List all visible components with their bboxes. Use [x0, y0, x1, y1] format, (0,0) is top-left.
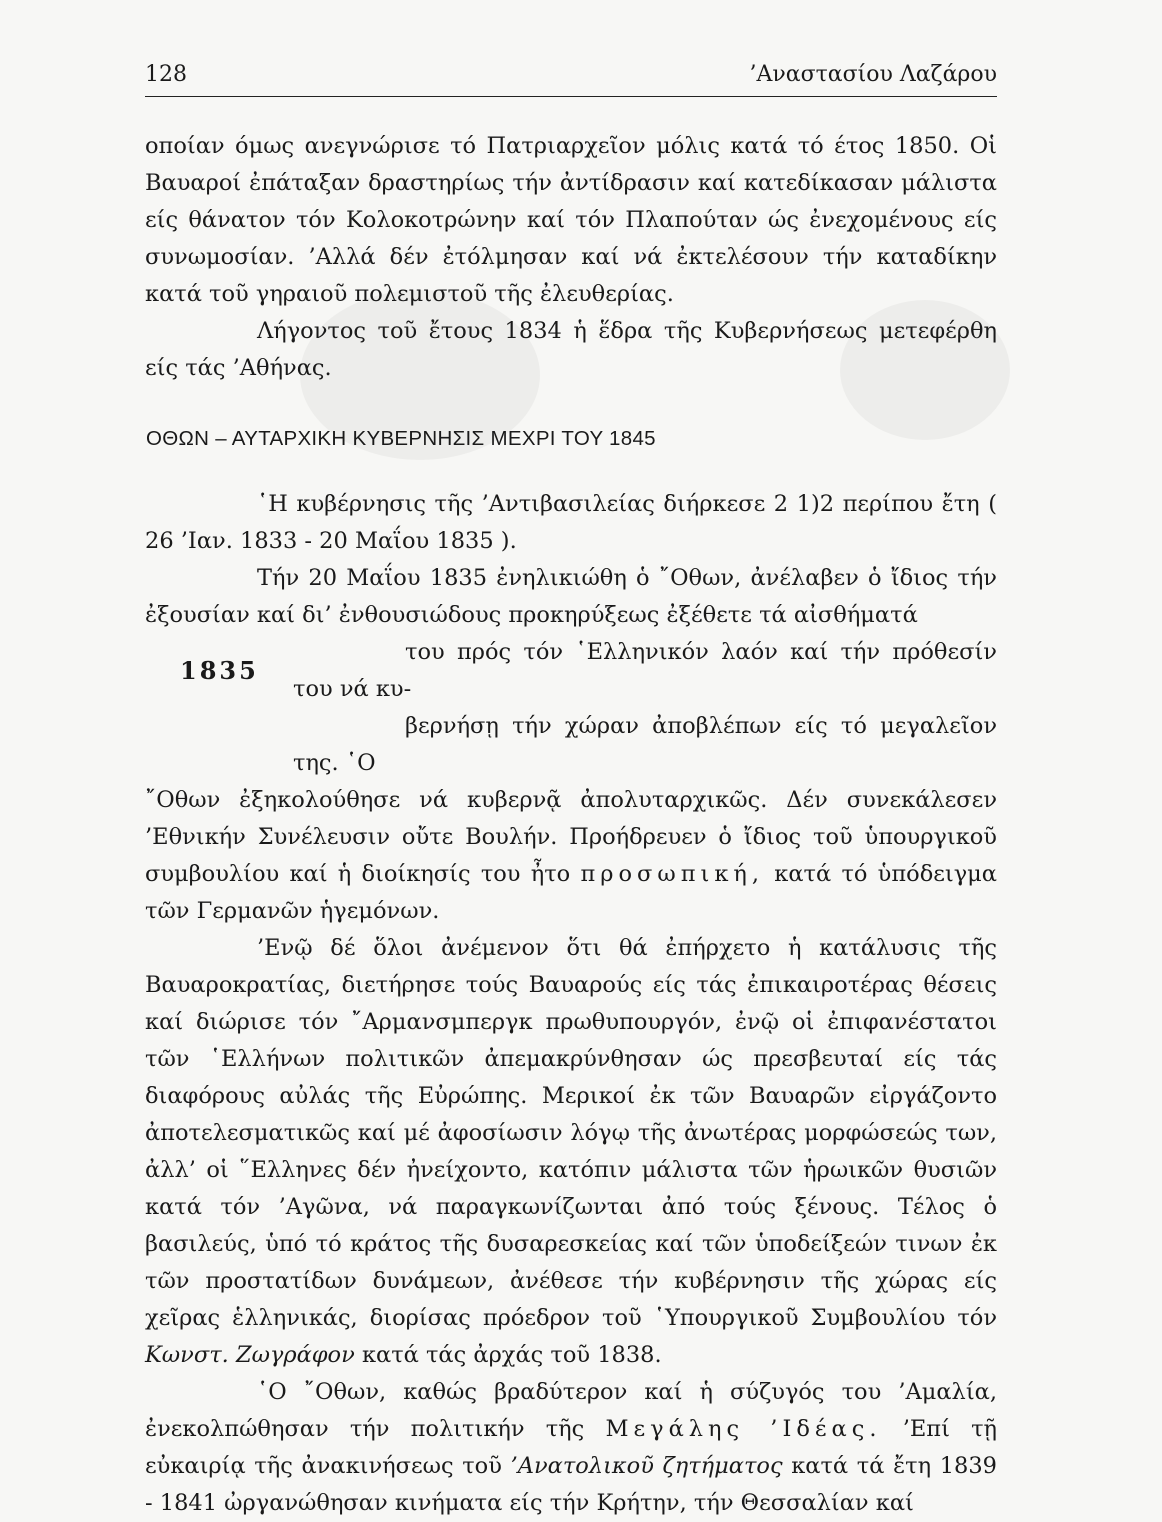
paragraph-text: του πρός τόν ῾Ελληνικόν λαόν καί τήν πρόθεσίν του νά κυ- [293, 639, 997, 702]
paragraph: οποίαν όμως ανεγνώρισε τό Πατριαρχεῖον μόλις κατά τό έτος 1850. Οἱ Βαυαροί ἐπάταξαν δραστηρίως τήν ἀντίδρασιν καί κατεδίκασαν μάλιστα είς θάνατον τόν Κολοκοτρώνην καί τόν Πλαπούταν ώς ἐνεχομένους είς συνωμοσίαν. ’Αλλά δέν ἐτόλμησαν καί νά ἐκτελέσουν τήν καταδίκην κατά τοῦ γηραιοῦ πολεμιστοῦ τῆς ἐλευθερίας. [145, 133, 997, 307]
paragraph-text: ’Ενῷ δέ ὅλοι ἀνέμενον ὅτι θά ἐπήρχετο ἡ κατάλυσις τῆς Βαυαροκρατίας, διετήρησε τούς Βαυαρούς είς τάς ἐπικαιροτέρας θέσεις καί διώρισε τόν ῎Αρμανσμπεργκ πρωθυπουργόν, ἐνῷ οἱ ἐπιφανέστατοι τῶν ῾Ελλήνων πολιτικῶν ἀπεμακρύνθησαν ώς πρεσβευταί είς τάς διαφόρους αὐλάς τῆς Εὐρώπης. Μερικοί ἐκ τῶν Βαυαρῶν εἰργάζοντο ἀποτελεσματικῶς καί μέ ἀφοσίωσιν λόγῳ τῆς ἀνωτέρας μορφώσεώς των, ἀλλ’ οἱ ῞Ελληνες δέν ἠνείχοντο, κατόπιν μάλιστα τῶν ἡρωικῶν θυσιῶν κατά τόν ’Αγῶνα, νά παραγκωνίζωνται ἀπό τούς ξένους. Τέλος ὁ βασιλεύς, ὑπό τό κράτος τῆς δυσαρεσκείας καί τῶν ὑποδείξεών τινων ἐκ τῶν προστατίδων δυνάμεων, ἀνέθεσε τήν κυβέρνησιν τῆς χώρας είς χεῖρας ἑλληνικάς, διορίσας πρόεδρον τοῦ ῾Υπουργικοῦ Συμβουλίου τόν [145, 935, 997, 1331]
italic-term: ’Ανατολικοῦ ζητήματος [510, 1453, 783, 1479]
paragraph-text: ῾Ο ῎Οθων, καθώς βραδύτερον καί ἡ σύζυγός του ’Αμαλία, ἐνεκολπώθησαν τήν πολιτικήν τῆς [145, 1379, 997, 1442]
header-rule [145, 96, 997, 97]
page-number: 128 [145, 62, 187, 87]
section-heading: ΟΘΩΝ – ΑΥΤΑΡΧΙΚΗ ΚΥΒΕΡΝΗΣΙΣ ΜΕΧΡΙ ΤΟΥ 1845 [146, 427, 656, 450]
page-header [145, 62, 997, 92]
paragraph-text: κατά τάς ἀρχάς τοῦ 1838. [361, 1342, 662, 1368]
margin-year-note: 1835 [180, 656, 259, 685]
paragraph [145, 930, 997, 1374]
paragraph-text: κατά τό ὑπόδειγμα τῶν Γερμανῶν ἡγεμόνων. [145, 861, 997, 924]
section-2-text [145, 486, 997, 1522]
section-1-text [145, 128, 997, 387]
paragraph [145, 560, 997, 930]
running-title: ’Αναστασίου Λαζάρου [749, 62, 997, 87]
paragraph-text: ῎Οθων ἐξηκολούθησε νά κυβερνᾷ ἀπολυταρχικῶς. Δέν συνεκάλεσεν ’Εθνικήν Συνέλευσιν οὔτε Βουλήν. Προήδρευεν ὁ ἴδιος τοῦ ὑπουργικοῦ συμβουλίου καί ἡ διοίκησίς του ἦτο [145, 787, 997, 887]
paragraph: Λήγοντος τοῦ ἔτους 1834 ἡ ἕδρα τῆς Κυβερνήσεως μετεφέρθη είς τάς ’Αθήνας. [145, 318, 997, 381]
paragraph-text: ’Επί τῇ εὐκαιρίᾳ τῆς ἀνακινήσεως τοῦ [145, 1416, 997, 1479]
paragraph-text: βερνήσῃ τήν χώραν ἀποβλέπων είς τό μεγαλεῖον της. ῾Ο [293, 713, 997, 776]
paragraph-text: Τήν 20 Μαΐου 1835 ἐνηλικιώθη ὁ ῎Οθων, ἀνέλαβεν ὁ ἴδιος τήν ἐξουσίαν καί δι’ ἐνθουσιώδους προκηρύξεως ἐξέθετε τά αἰσθήματά [145, 565, 997, 628]
italic-name: Κωνστ. Ζωγράφον [145, 1342, 355, 1368]
spaced-emphasis: Μεγάλης ’Ιδέας. [605, 1416, 882, 1442]
paragraph: ῾Η κυβέρνησις τῆς ’Αντιβασιλείας διήρκεσε 2 1)2 περίπου ἔτη ( 26 ’Ιαν. 1833 - 20 Μαΐου 1835 ). [145, 491, 997, 554]
paragraph-text: κατά τά ἔτη 1839 - 1841 ὠργανώθησαν κινήματα είς τήν Κρήτην, τήν Θεσσαλίαν καί [145, 1453, 997, 1516]
spaced-emphasis: προσωπική, [580, 861, 765, 887]
